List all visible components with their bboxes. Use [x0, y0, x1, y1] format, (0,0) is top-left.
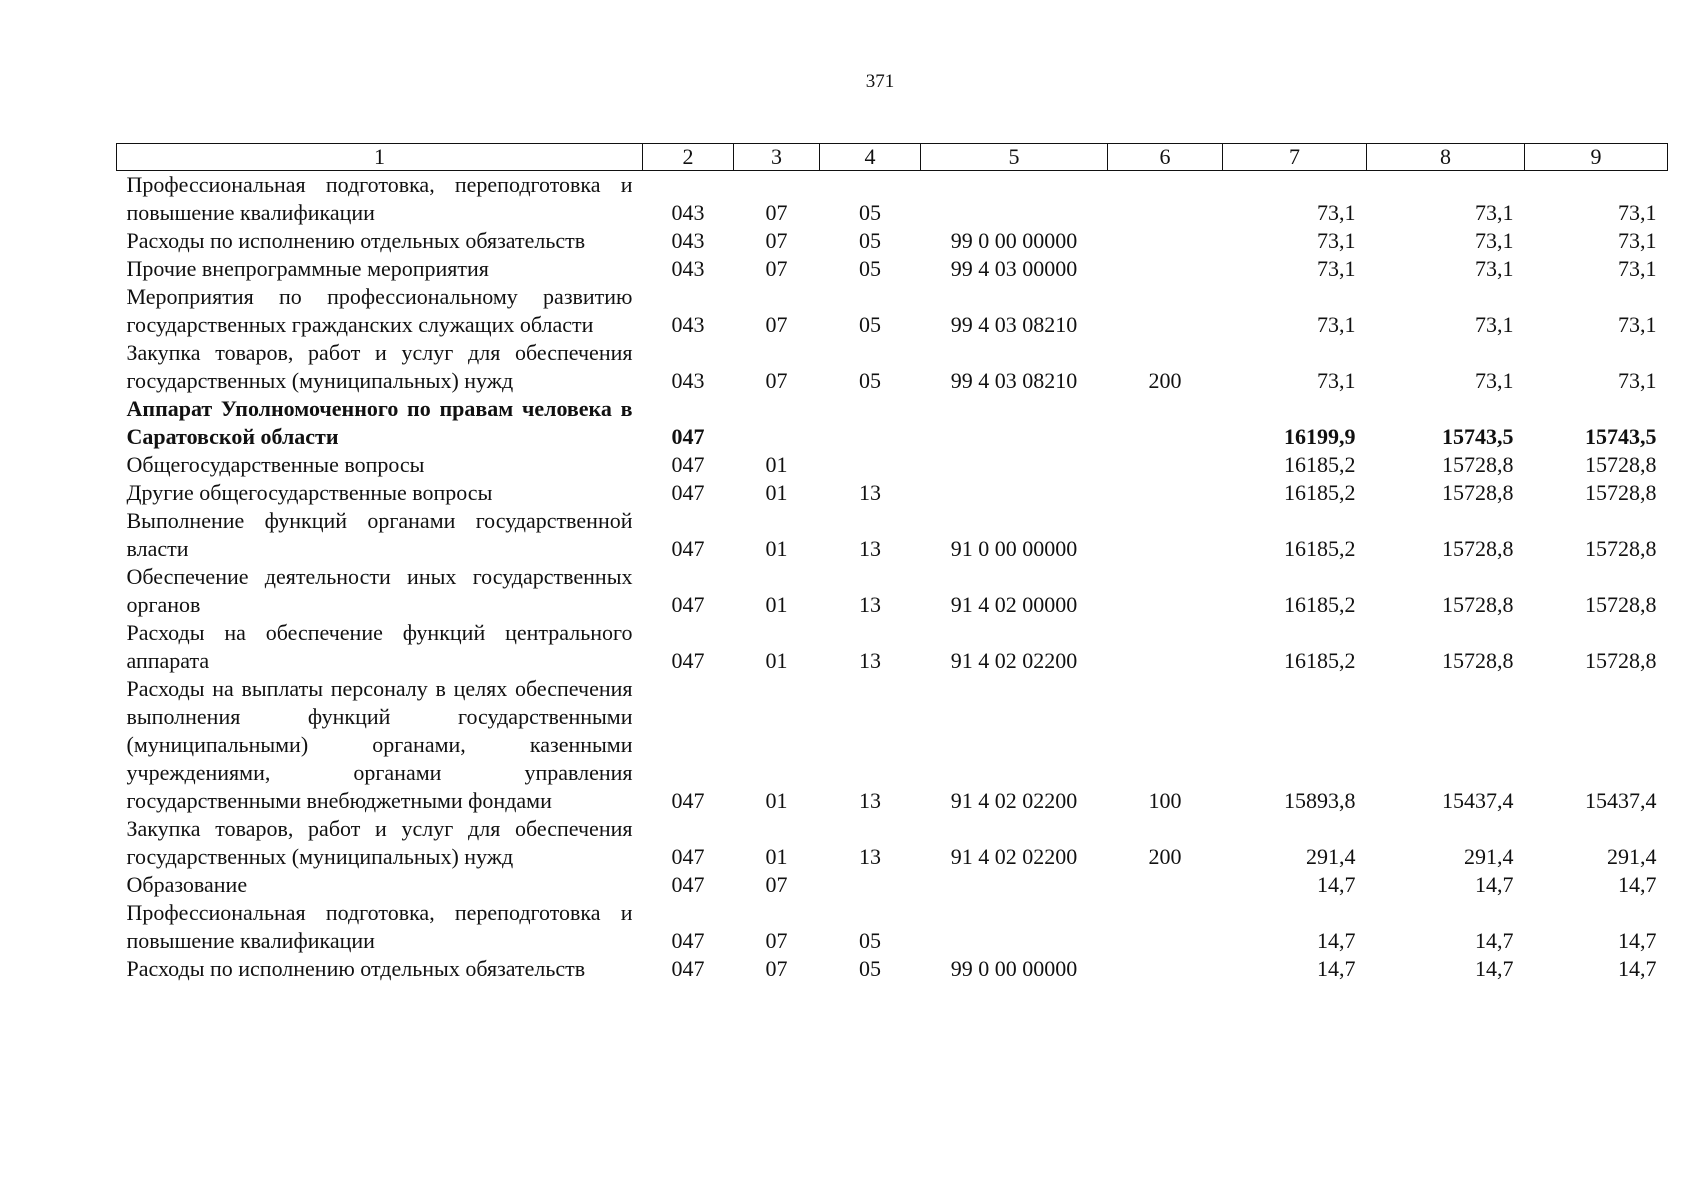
- amount-col8-cell: 15728,8: [1442, 480, 1514, 505]
- name-cell: Другие общегосударственные вопросы: [126, 480, 493, 505]
- ministry-code-cell: 047: [671, 928, 705, 953]
- amount-col7-cell: 73,1: [1317, 200, 1356, 225]
- amount-col8-cell: 14,7: [1475, 928, 1514, 953]
- subsection-cell: 05: [859, 228, 881, 253]
- section-cell: 01: [765, 536, 788, 561]
- header-cell-7: 7: [1223, 144, 1367, 171]
- amount-col9-cell: 15728,8: [1585, 536, 1657, 561]
- target-article-cell: 91 0 00 00000: [950, 536, 1078, 561]
- table-row: [117, 339, 1668, 395]
- amount-col9-cell: 73,1: [1618, 256, 1657, 281]
- header-cell-3: 3: [734, 144, 820, 171]
- amount-col9-cell: 15728,8: [1585, 480, 1657, 505]
- target-article-cell: [921, 395, 1108, 451]
- amount-col9-cell: 73,1: [1618, 312, 1657, 337]
- subsection-cell: 13: [859, 480, 881, 505]
- amount-col7-cell: 15893,8: [1284, 788, 1356, 813]
- amount-col9-cell: 15728,8: [1585, 592, 1657, 617]
- expense-type-cell: [1108, 479, 1223, 507]
- name-cell: Расходы на выплаты персоналу в целях обеспечения выполнения функций государственными (муниципальными) органами, казенными учреждениями, органами управления государственными внебюджетными фондами: [126, 676, 633, 813]
- section-cell: 07: [765, 928, 788, 953]
- table-row: [117, 563, 1668, 619]
- table-row: [117, 507, 1668, 563]
- section-cell: 01: [765, 452, 788, 477]
- target-article-cell: [921, 171, 1108, 228]
- amount-col9-cell: 73,1: [1618, 200, 1657, 225]
- amount-col8-cell: 73,1: [1475, 368, 1514, 393]
- expense-type-cell: [1108, 871, 1223, 899]
- name-cell: Прочие внепрограммные мероприятия: [126, 256, 489, 281]
- ministry-code-cell: 043: [671, 200, 705, 225]
- section-cell: 01: [765, 844, 788, 869]
- amount-col8-cell: 15728,8: [1442, 592, 1514, 617]
- amount-col7-cell: 16185,2: [1284, 592, 1356, 617]
- amount-col9-cell: 15743,5: [1585, 424, 1657, 449]
- amount-col7-cell: 14,7: [1317, 928, 1356, 953]
- subsection-cell: 05: [859, 956, 881, 981]
- amount-col9-cell: 73,1: [1618, 368, 1657, 393]
- name-cell: Расходы по исполнению отдельных обязательств: [126, 228, 586, 253]
- amount-col7-cell: 73,1: [1317, 368, 1356, 393]
- amount-col9-cell: 14,7: [1618, 928, 1657, 953]
- expense-type-cell: [1108, 283, 1223, 339]
- header-cell-4: 4: [820, 144, 921, 171]
- amount-col7-cell: 16185,2: [1284, 648, 1356, 673]
- amount-col7-cell: 73,1: [1317, 256, 1356, 281]
- expense-type-cell: [1108, 899, 1223, 955]
- section-cell: 01: [765, 648, 788, 673]
- table-row: [117, 171, 1668, 228]
- budget-table: [116, 143, 1668, 983]
- subsection-cell: [820, 451, 921, 479]
- expense-type-cell: [1108, 619, 1223, 675]
- amount-col8-cell: 15728,8: [1442, 648, 1514, 673]
- subsection-cell: [820, 871, 921, 899]
- name-cell: Мероприятия по профессиональному развитию государственных гражданских служащих области: [126, 284, 633, 337]
- amount-col8-cell: 73,1: [1475, 228, 1514, 253]
- target-article-cell: [921, 871, 1108, 899]
- section-cell: 01: [765, 592, 788, 617]
- section-cell: 07: [765, 312, 788, 337]
- name-cell: Выполнение функций органами государственной власти: [126, 508, 633, 561]
- target-article-cell: 99 4 03 08210: [950, 312, 1078, 337]
- table-row: [117, 283, 1668, 339]
- table-row: [117, 815, 1668, 871]
- table-row: [117, 451, 1668, 479]
- table-row: [117, 479, 1668, 507]
- section-cell: 07: [765, 256, 788, 281]
- target-article-cell: 99 4 03 00000: [950, 256, 1078, 281]
- subsection-cell: 05: [859, 928, 881, 953]
- page-number: 371: [865, 71, 895, 92]
- name-cell: Аппарат Уполномоченного по правам человека в Саратовской области: [126, 396, 633, 449]
- ministry-code-cell: 047: [671, 592, 705, 617]
- header-cell-9: 9: [1525, 144, 1668, 171]
- ministry-code-cell: 047: [671, 424, 705, 449]
- amount-col7-cell: 291,4: [1306, 844, 1356, 869]
- name-cell: Профессиональная подготовка, переподготовка и повышение квалификации: [126, 172, 633, 225]
- table-body: [117, 171, 1668, 984]
- target-article-cell: 91 4 02 00000: [950, 592, 1078, 617]
- ministry-code-cell: 047: [671, 788, 705, 813]
- subsection-cell: 13: [859, 788, 881, 813]
- amount-col9-cell: 14,7: [1618, 956, 1657, 981]
- amount-col7-cell: 14,7: [1317, 956, 1356, 981]
- section-cell: 07: [765, 228, 788, 253]
- target-article-cell: [921, 899, 1108, 955]
- expense-type-cell: [1108, 563, 1223, 619]
- section-cell: 01: [765, 788, 788, 813]
- header-cell-6: 6: [1108, 144, 1223, 171]
- table-row: [117, 395, 1668, 451]
- subsection-cell: 13: [859, 648, 881, 673]
- ministry-code-cell: 047: [671, 480, 705, 505]
- target-article-cell: 99 0 00 00000: [950, 228, 1078, 253]
- amount-col8-cell: 73,1: [1475, 256, 1514, 281]
- ministry-code-cell: 043: [671, 256, 705, 281]
- ministry-code-cell: 047: [671, 452, 705, 477]
- name-cell: Расходы по исполнению отдельных обязательств: [126, 956, 586, 981]
- ministry-code-cell: 047: [671, 648, 705, 673]
- amount-col9-cell: 15728,8: [1585, 452, 1657, 477]
- subsection-cell: 05: [859, 312, 881, 337]
- amount-col7-cell: 16185,2: [1284, 480, 1356, 505]
- subsection-cell: 05: [859, 368, 881, 393]
- amount-col8-cell: 15437,4: [1442, 788, 1514, 813]
- header-row: [117, 144, 1668, 171]
- section-cell: 07: [765, 368, 788, 393]
- amount-col8-cell: 15743,5: [1442, 424, 1514, 449]
- table-row: [117, 675, 1668, 815]
- table-row: [117, 227, 1668, 255]
- ministry-code-cell: 047: [671, 844, 705, 869]
- target-article-cell: [921, 451, 1108, 479]
- table-row: [117, 255, 1668, 283]
- header-cell-2: 2: [643, 144, 734, 171]
- subsection-cell: 05: [859, 256, 881, 281]
- name-cell: Расходы на обеспечение функций центрального аппарата: [126, 620, 633, 673]
- amount-col8-cell: 73,1: [1475, 200, 1514, 225]
- amount-col8-cell: 15728,8: [1442, 452, 1514, 477]
- header-cell-5: 5: [921, 144, 1108, 171]
- name-cell: Закупка товаров, работ и услуг для обеспечения государственных (муниципальных) нужд: [126, 816, 633, 869]
- ministry-code-cell: 043: [671, 228, 705, 253]
- amount-col9-cell: 291,4: [1607, 844, 1657, 869]
- amount-col7-cell: 73,1: [1317, 228, 1356, 253]
- section-cell: 01: [765, 480, 788, 505]
- target-article-cell: 91 4 02 02200: [950, 648, 1078, 673]
- expense-type-cell: 200: [1148, 844, 1182, 869]
- name-cell: Обеспечение деятельности иных государственных органов: [126, 564, 633, 617]
- expense-type-cell: [1108, 227, 1223, 255]
- expense-type-cell: [1108, 451, 1223, 479]
- subsection-cell: 05: [859, 200, 881, 225]
- table-row: [117, 955, 1668, 983]
- amount-col8-cell: 291,4: [1464, 844, 1514, 869]
- amount-col7-cell: 14,7: [1317, 872, 1356, 897]
- ministry-code-cell: 047: [671, 872, 705, 897]
- target-article-cell: 99 4 03 08210: [950, 368, 1078, 393]
- section-cell: [734, 395, 820, 451]
- name-cell: Общегосударственные вопросы: [126, 452, 425, 477]
- ministry-code-cell: 043: [671, 368, 705, 393]
- expense-type-cell: [1108, 507, 1223, 563]
- amount-col9-cell: 15437,4: [1585, 788, 1657, 813]
- section-cell: 07: [765, 872, 788, 897]
- amount-col7-cell: 16199,9: [1284, 424, 1356, 449]
- expense-type-cell: [1108, 171, 1223, 228]
- amount-col8-cell: 15728,8: [1442, 536, 1514, 561]
- ministry-code-cell: 047: [671, 536, 705, 561]
- section-cell: 07: [765, 200, 788, 225]
- amount-col8-cell: 14,7: [1475, 956, 1514, 981]
- expense-type-cell: [1108, 955, 1223, 983]
- target-article-cell: 91 4 02 02200: [950, 844, 1078, 869]
- expense-type-cell: 100: [1148, 788, 1182, 813]
- expense-type-cell: [1108, 395, 1223, 451]
- subsection-cell: [820, 395, 921, 451]
- subsection-cell: 13: [859, 536, 881, 561]
- amount-col9-cell: 15728,8: [1585, 648, 1657, 673]
- section-cell: 07: [765, 956, 788, 981]
- amount-col9-cell: 73,1: [1618, 228, 1657, 253]
- name-cell: Закупка товаров, работ и услуг для обеспечения государственных (муниципальных) нужд: [126, 340, 633, 393]
- amount-col8-cell: 14,7: [1475, 872, 1514, 897]
- table-row: [117, 871, 1668, 899]
- target-article-cell: 91 4 02 02200: [950, 788, 1078, 813]
- header-cell-1: 1: [117, 144, 643, 171]
- table-row: [117, 899, 1668, 955]
- amount-col9-cell: 14,7: [1618, 872, 1657, 897]
- ministry-code-cell: 047: [671, 956, 705, 981]
- subsection-cell: 13: [859, 844, 881, 869]
- expense-type-cell: 200: [1148, 368, 1182, 393]
- name-cell: Профессиональная подготовка, переподготовка и повышение квалификации: [126, 900, 633, 953]
- table-row: [117, 619, 1668, 675]
- expense-type-cell: [1108, 255, 1223, 283]
- target-article-cell: [921, 479, 1108, 507]
- amount-col7-cell: 16185,2: [1284, 536, 1356, 561]
- target-article-cell: 99 0 00 00000: [950, 956, 1078, 981]
- amount-col7-cell: 73,1: [1317, 312, 1356, 337]
- ministry-code-cell: 043: [671, 312, 705, 337]
- amount-col7-cell: 16185,2: [1284, 452, 1356, 477]
- subsection-cell: 13: [859, 592, 881, 617]
- amount-col8-cell: 73,1: [1475, 312, 1514, 337]
- header-cell-8: 8: [1367, 144, 1525, 171]
- name-cell: Образование: [126, 872, 248, 897]
